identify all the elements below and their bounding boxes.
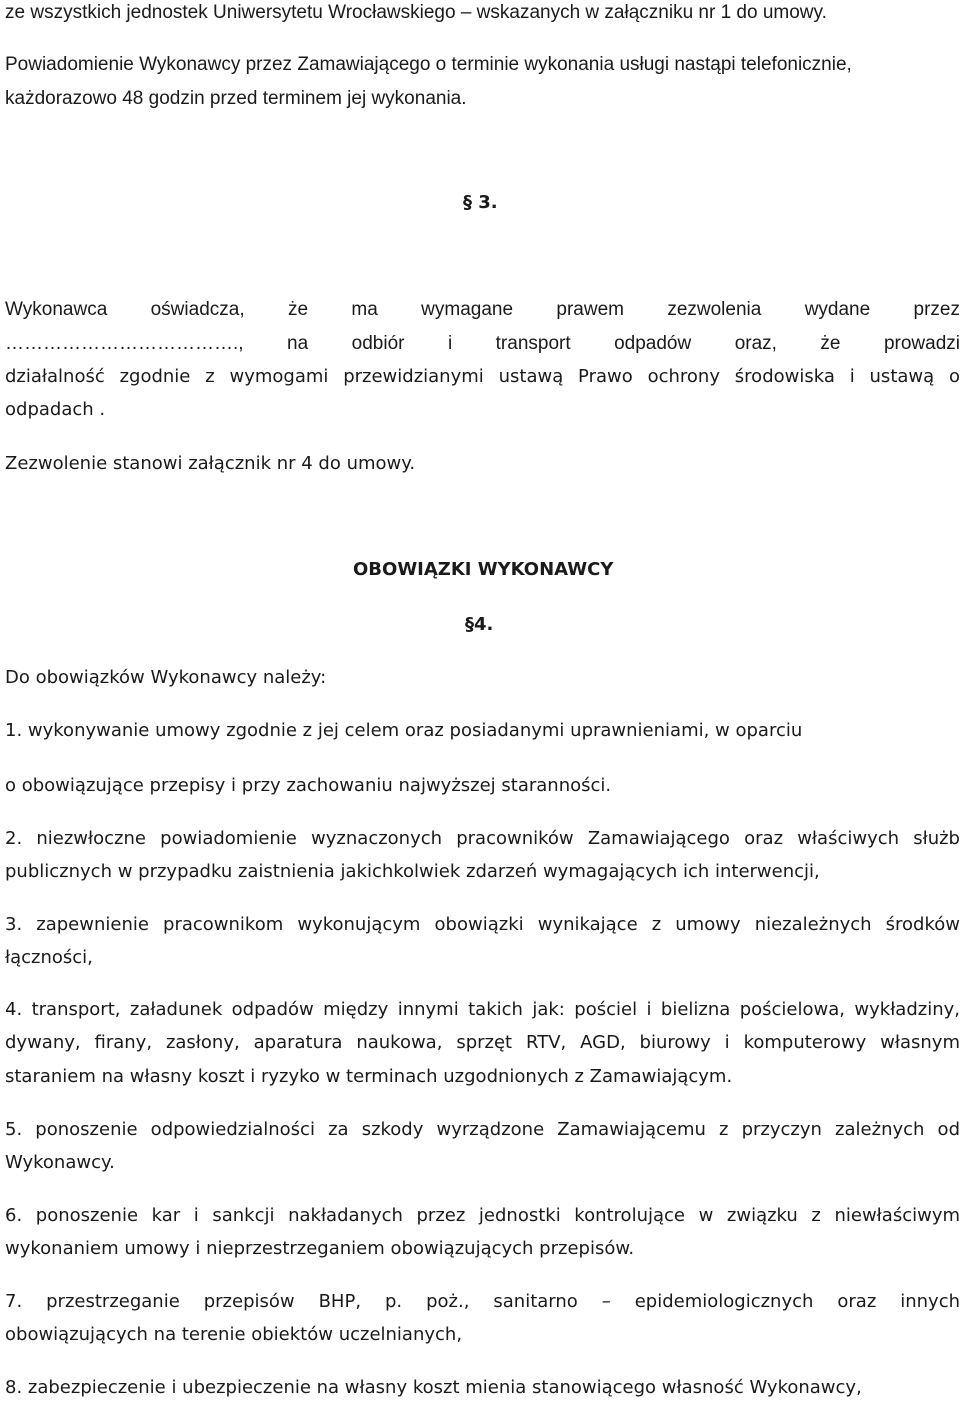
intro-line-1: ze wszystkich jednostek Uniwersytetu Wrocławskiego – wskazanych w załączniku nr 1 do umowy. <box>5 2 827 23</box>
list-item-6-line-2: wykonaniem umowy i nieprzestrzeganiem obowiązujących przepisów. <box>5 1238 635 1259</box>
list-item-1-line-2: o obowiązujące przepisy i przy zachowaniu najwyższej staranności. <box>5 775 612 796</box>
list-item-2-line-2: publicznych w przypadku zaistnienia jakichkolwiek zdarzeń wymagających ich interwencji, <box>5 861 820 882</box>
list-item-7-line-1: 7. przestrzeganie przepisów BHP, p. poż., sanitarno – epidemiologicznych oraz innych <box>5 1291 960 1312</box>
list-item-4-line-2: dywany, firany, zasłony, aparatura naukowa, sprzęt RTV, AGD, biurowy i komputerowy własnym <box>5 1032 960 1053</box>
section-3-line-5: Zezwolenie stanowi załącznik nr 4 do umowy. <box>5 453 416 474</box>
section-3-line-3: działalność zgodnie z wymogami przewidzianymi ustawą Prawo ochrony środowiska i ustawą o <box>5 366 960 387</box>
section-3-line-2: ………………………………., na odbiór i transport odpadów oraz, że prowadzi <box>5 333 960 354</box>
section-4-title: OBOWIĄZKI WYKONAWCY <box>353 559 614 580</box>
list-item-4-line-1: 4. transport, załadunek odpadów między innymi takich jak: pościel i bielizna pościelowa, wykładziny, <box>5 999 960 1020</box>
intro-line-3: każdorazowo 48 godzin przed terminem jej wykonania. <box>5 88 467 109</box>
list-item-5-line-1: 5. ponoszenie odpowiedzialności za szkody wyrządzone Zamawiającemu z przyczyn zależnych od <box>5 1119 960 1140</box>
list-item-2-line-1: 2. niezwłoczne powiadomienie wyznaczonych pracowników Zamawiającego oraz właściwych służb <box>5 828 960 849</box>
list-item-7-line-2: obowiązujących na terenie obiektów uczelnianych, <box>5 1324 463 1345</box>
section-4-intro: Do obowiązków Wykonawcy należy: <box>5 667 327 688</box>
section-3-line-4: odpadach . <box>5 399 106 420</box>
list-item-1-line-1: 1. wykonywanie umowy zgodnie z jej celem oraz posiadanymi uprawnieniami, w oparciu <box>5 720 803 741</box>
list-item-5-line-2: Wykonawcy. <box>5 1152 115 1173</box>
list-item-6-line-1: 6. ponoszenie kar i sankcji nakładanych przez jednostki kontrolujące w związku z niewłaściwym <box>5 1205 960 1226</box>
list-item-3-line-1: 3. zapewnienie pracownikom wykonującym obowiązki wynikające z umowy niezależnych środków <box>5 914 960 935</box>
section-3-heading: § 3. <box>463 192 498 213</box>
section-3-line-1: Wykonawca oświadcza, że ma wymagane prawem zezwolenia wydane przez <box>5 299 960 320</box>
list-item-8-line-1: 8. zabezpieczenie i ubezpieczenie na własny koszt mienia stanowiącego własność Wykonawcy, <box>5 1377 862 1398</box>
list-item-4-line-3: staraniem na własny koszt i ryzyko w terminach uzgodnionych z Zamawiającym. <box>5 1066 733 1087</box>
list-item-3-line-2: łączności, <box>5 947 93 968</box>
intro-line-2: Powiadomienie Wykonawcy przez Zamawiającego o terminie wykonania usługi nastąpi telefonicznie, <box>5 54 852 75</box>
section-4-heading: §4. <box>465 614 494 635</box>
